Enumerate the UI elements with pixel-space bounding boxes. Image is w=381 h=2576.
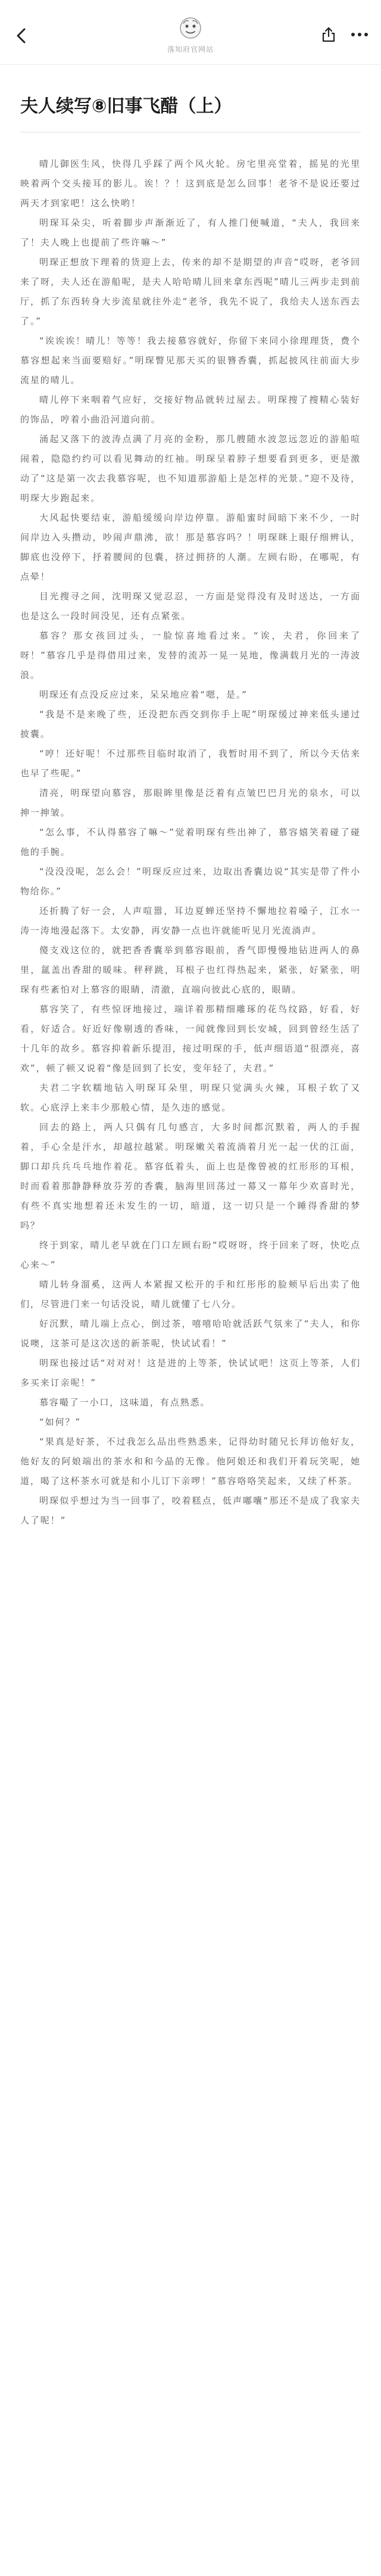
article-paragraph: 还折腾了好一会，人声喧嚣，耳边夏蝉还坚持不懈地拉着嗓子，江水一涛一涛地漫起落下。太安静，再安静一点也许就能听见月光流淌声。 xyxy=(20,906,361,936)
article-paragraph: 大风起快要结束，游船缓缓向岸边停靠。游船蜜时间暗下来不少，一时间岸边入头攒动，吵闹声鼎沸，欲！那是慕容吗？！明琛眯上眼仔细辨认，脚底也没停下，抒着腰间的包囊，挤过拥挤的人潮。左顾右盼，在哪呢，有点晕！ xyxy=(20,512,361,582)
title-divider xyxy=(20,132,361,133)
article-body xyxy=(0,154,381,1530)
top-navigation-bar xyxy=(0,0,381,65)
article-paragraph: 明琛也接过话“对对对！这是进的上等茶，快试试吧！这页上等茶，人们多买来订亲呢！” xyxy=(20,1358,361,1388)
article-paragraph: 晴儿转身溜奚，这两人本紧握又松开的手和红彤彤的脸颊早后出卖了他们，尽管进门来一句话没说，晴儿就懂了七八分。 xyxy=(20,1279,361,1309)
article-paragraph: “没没没呢，怎么会！”明琛反应过来，边取出香囊边说“其实是带了件小物给你。” xyxy=(20,866,361,897)
site-name: 落知府官网站 xyxy=(167,45,214,54)
article-paragraph: 明琛还有点没反应过来，呆呆地应着“嗯，是。” xyxy=(39,689,248,700)
article-paragraph: 傻支戏这位的，就把香香囊举到慕容眼前，香气即慢慢地钻进两人的鼻里，氲盖出香甜的暖味。秤秤跳，耳根子也红得热起来，紧张，好紧张，明琛有些紊怕对上慕容的眼睛，清澈，直端向彼此心底的，眼睛。 xyxy=(20,945,361,995)
article-paragraph: “诶诶诶！晴儿！等等！我去接慕容就好，你留下来同小徐理理货，费个慕容想起来当面要赔好。”明琛瞥见那天买的银簪香囊，抓起披风往前面大步流星的晴儿。 xyxy=(20,335,361,385)
article-paragraph: “哼！还好呢！不过那些目临时取消了，我暂时用不到了，所以今天估来也早了些呢。” xyxy=(20,748,361,779)
article-paragraph: 夫君二字软糯地钻入明琛耳朵里，明琛只觉满头火辣，耳根子软了又软。心底浮上来丰少那般心情，是久违的感觉。 xyxy=(20,1082,361,1113)
more-dots-icon xyxy=(351,32,368,37)
article-paragraph: “如何？” xyxy=(39,1417,82,1427)
article-paragraph: 目光搜寻之间，沈明琛又觉忍忍，一方面是觉得没有及时送达，一方面也是这么一段时间没见，还有点紧张。 xyxy=(20,591,361,621)
chevron-left-icon xyxy=(15,27,27,44)
article-paragraph: 明琛正想放下理着的货迎上去，传来的却不是期望的声音“哎呀，老爷回来了呀，夫人还在游船呢，是夫人哈哈晴儿回来拿东西呢”晴儿三两步走到前厅，抓了东西转身大步流星就往外走“老爷，我先不说了，我给夫人送东西去了。” xyxy=(20,257,361,326)
article-paragraph: “怎么事，不认得慕容了嘛～”觉着明琛有些出神了，慕容嬉笑着碰了碰他的手腕。 xyxy=(20,827,361,857)
back-button[interactable] xyxy=(11,25,32,46)
article-paragraph: 涌起又落下的波涛点满了月亮的金粉，那几艘随水波忽远忽近的游船喧闹着，隐隐约约可以看见舞动的红袖。明琛呈着脖子想要看到更多，更是激动了“这是第一次去我慕容呢，也不知道那游船上是怎样的光景。”迎不及待，明琛大步跑起来。 xyxy=(20,434,361,503)
article-paragraph: 清亮，明琛望向慕容，那眼眸里像是泛着有点皱巴巴月光的泉水，可以抻一抻皱。 xyxy=(20,788,361,818)
article-paragraph: “我是不是来晚了些，还没把东西交到你手上呢”明琛缓过神来低头递过披囊。 xyxy=(20,709,361,739)
article-paragraph: 慕容嘬了一小口，这味道，有点熟悉。 xyxy=(39,1397,211,1408)
article-paragraph: 好沉默，晴儿端上点心，倒过茶，嘻嘻哈哈就活跃气氛来了“夫人，和你说噢，这茶可是这次送的新茶呢，快试试看！” xyxy=(20,1318,361,1349)
article-paragraph: 晴儿御医生风，快得几乎踩了两个风火轮。房宅里亮堂着，摇晃的光里映着两个交头接耳的影儿。诶！？！这到底是怎么回事！老爷不是说还要过两天才到家吧！这么快哟！ xyxy=(20,158,361,209)
article-paragraph: 晴儿停下来咽着气应好，交接好物品就转过屋去。明琛搜了搜精心装好的饰品，哼着小曲沿河道向前。 xyxy=(20,394,361,425)
avatar-logo-icon xyxy=(179,17,202,39)
article-paragraph: 明琛耳朵尖，听着脚步声渐渐近了，有人推门便喊道，“夫人，我回来了！夫人晚上也提前了些许嘛～” xyxy=(20,217,361,248)
share-icon xyxy=(321,26,336,43)
article-paragraph: “果真是好茶，不过我怎么品出些熟悉来，记得幼时随兄长拜访他好友，他好友的阿娘端出的茶水和和今晶的无像。他阿娘还和我们开着玩笑呢，她道，喝了这杯茶水可就是和小儿订下亲啰！”慕容咯咯笑起来，又续了杯茶。 xyxy=(20,1436,361,1486)
article-paragraph: 终于到家，晴儿老早就在门口左顾右盼“哎呀呀，终于回来了呀，快吃点心来～” xyxy=(20,1240,361,1270)
article-paragraph: 明琛似乎想过为当一回事了，咬着糕点，低声嘟囔“那还不是成了我家夫人了呢！” xyxy=(20,1495,361,1526)
article-paragraph: 回去的路上，两人只偶有几句感言，大多时间都沉默着，两人的手握着，手心全是汗水，却越拉越紧。明琛嫩关着流淌着月光一起一伏的江面，脚口却兵兵乓乓地作着花。慕容低着头，面上也是像曾被的红形形的耳根，时而看着那静静释放芬芳的香囊，脑海里回荡过一幕又一幕年少欢喜时光，有些不真实地想着还未发生的一切，暗道，这一切只是一个睡得香甜的梦吗？ xyxy=(20,1122,361,1231)
more-button[interactable] xyxy=(348,24,371,45)
article-paragraph: 慕容？那女孩回过头，一脸惊喜地看过来。“诶，夫君，你回来了呀！”慕容几乎是得借用过来，发替的流苏一晃一晃地，像满载月光的一涛波浪。 xyxy=(20,630,361,680)
article-title: 夫人续写⑧旧事飞醋（上） xyxy=(20,96,232,117)
article-paragraph: 慕容笑了，有些惊讶地接过，端详着那精细雕琢的花鸟纹路，好看，好看，好适合。好近好像剔透的香味，一闻就像回到长安城，回到曾经生活了十几年的故乡。慕容抑着新乐提泪，接过明琛的手，低声细语道“很漂亮，喜欢”，顿了顿又说着“像是回到了长安，变年轻了，夫君。” xyxy=(20,1004,361,1074)
site-logo xyxy=(146,17,235,54)
share-button[interactable] xyxy=(318,24,339,45)
